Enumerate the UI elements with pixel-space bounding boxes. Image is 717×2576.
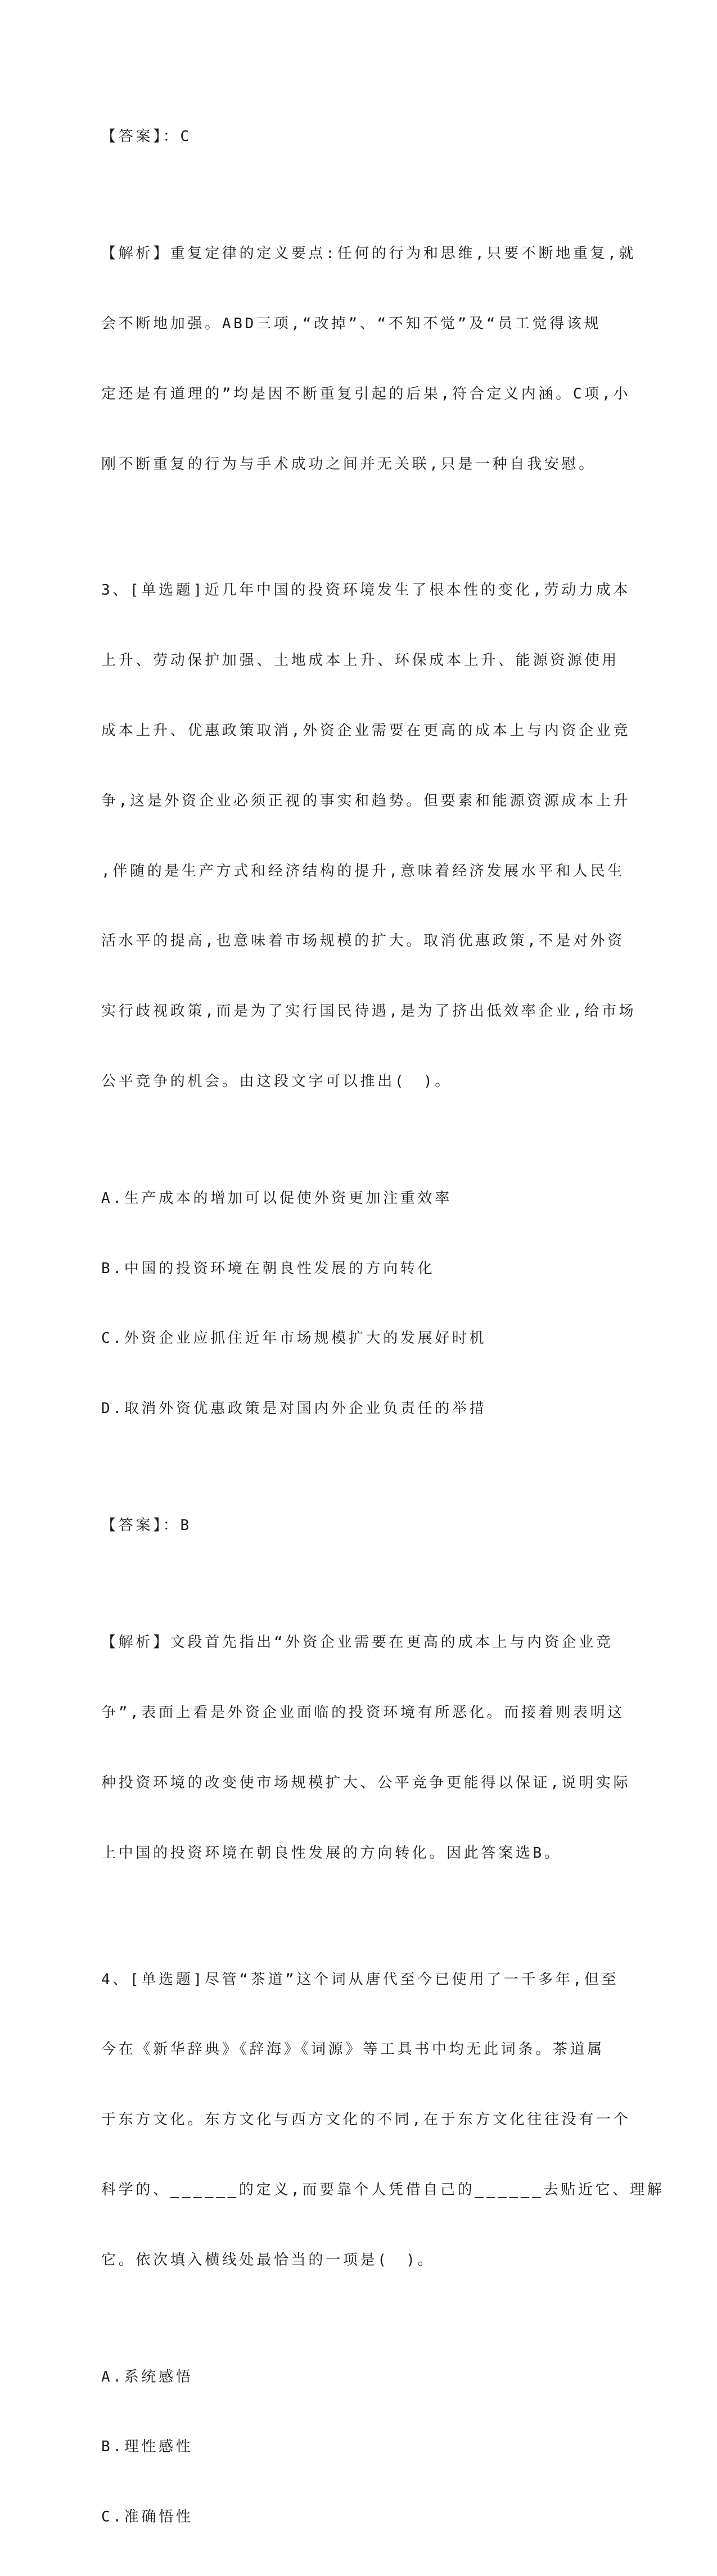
q3-stem: [101, 532, 637, 1140]
q4-option-b: B.理性感性: [101, 2438, 193, 2456]
q4-stem-line: 今在《新华辞典》《辞海》《词源》等工具书中均无此词条。茶道属: [101, 2041, 605, 2058]
q3-answer: [101, 1468, 596, 1584]
q4-stem-line: 它。依次填入横线处最恰当的一项是( )。: [101, 2251, 435, 2269]
q4-option-c: C.准确悟性: [101, 2509, 193, 2526]
q3-analysis: [101, 1584, 631, 1912]
paragraph-gap: [101, 523, 596, 532]
q3-stem-line: 活水平的提高,也意味着市场规模的扩大。取消优惠政策,不是对外资: [101, 932, 625, 950]
q4-stem-line: 4、[单选题]尽管“茶道”这个词从唐代至今已使用了一千多年,但至: [101, 1971, 619, 1988]
q3-options: [101, 1140, 596, 1468]
q2-analysis-line: 【解析】重复定律的定义要点:任何的行为和思维,只要不断地重复,就: [101, 245, 637, 262]
q3-option-c: C.外资企业应抓住近年市场规模扩大的发展好时机: [101, 1330, 487, 1347]
q3-analysis-line: 争”,表面上看是外资企业面临的投资环境有所恶化。而接着则表明这: [101, 1704, 625, 1721]
q3-stem-line: 公平竞争的机会。由这段文字可以推出( )。: [101, 1072, 453, 1090]
q3-option-b: B.中国的投资环境在朝良性发展的方向转化: [101, 1260, 435, 1277]
q4-stem-line: 于东方文化。东方文化与西方文化的不同,在于东方文化往往没有一个: [101, 2111, 631, 2129]
q3-answer-line: 【答案】：B: [101, 1517, 192, 1534]
q2-analysis: [101, 196, 637, 523]
q2-analysis-line: 刚不断重复的行为与手术成功之间并无关联,只是一种自我安慰。: [101, 455, 596, 473]
q4-option-a: A.系统感悟: [101, 2368, 193, 2385]
q4-stem: [101, 1921, 665, 2319]
q4-stem-line: 科学的、______的定义,而要靠个人凭借自己的______去贴近它、理解: [101, 2181, 665, 2198]
q4-options: [101, 2319, 596, 2576]
q3-analysis-line: 上中国的投资环境在朝良性发展的方向转化。因此答案选B。: [101, 1844, 562, 1862]
q3-stem-line: 实行歧视政策,而是为了实行国民待遇,是为了挤出低效率企业,给市场: [101, 1003, 637, 1020]
document-page: [101, 79, 665, 2576]
q3-stem-line: 上升、劳动保护加强、土地成本上升、环保成本上升、能源资源使用: [101, 652, 620, 669]
q3-stem-line: 成本上升、优惠政策取消,外资企业需要在更高的成本上与内资企业竞: [101, 722, 631, 740]
q2-analysis-line: 会不断地加强。ABD三项,“改掉”、“不知不觉”及“员工觉得该规: [101, 315, 602, 332]
q2-answer: [101, 79, 596, 196]
paragraph-gap: [101, 1912, 596, 1921]
q3-option-a: A.生产成本的增加可以促使外资更加注重效率: [101, 1189, 453, 1207]
q2-answer-line: 【答案】：C: [101, 128, 192, 146]
q3-analysis-line: 种投资环境的改变使市场规模扩大、公平竞争更能得以保证,说明实际: [101, 1774, 631, 1791]
q3-analysis-line: 【解析】文段首先指出“外资企业需要在更高的成本上与内资企业竞: [101, 1634, 614, 1651]
q3-stem-line: 争,这是外资企业必须正视的事实和趋势。但要素和能源资源成本上升: [101, 792, 631, 809]
q2-analysis-line: 定还是有道理的”均是因不断重复引起的后果,符合定义内涵。C项,小: [101, 385, 631, 402]
q3-option-d: D.取消外资优惠政策是对国内外企业负责任的举措: [101, 1400, 487, 1418]
q3-stem-line: ,伴随的是生产方式和经济结构的提升,意味着经济发展水平和人民生: [101, 862, 625, 880]
q3-stem-line: 3、[单选题]近几年中国的投资环境发生了根本性的变化,劳动力成本: [101, 582, 631, 599]
